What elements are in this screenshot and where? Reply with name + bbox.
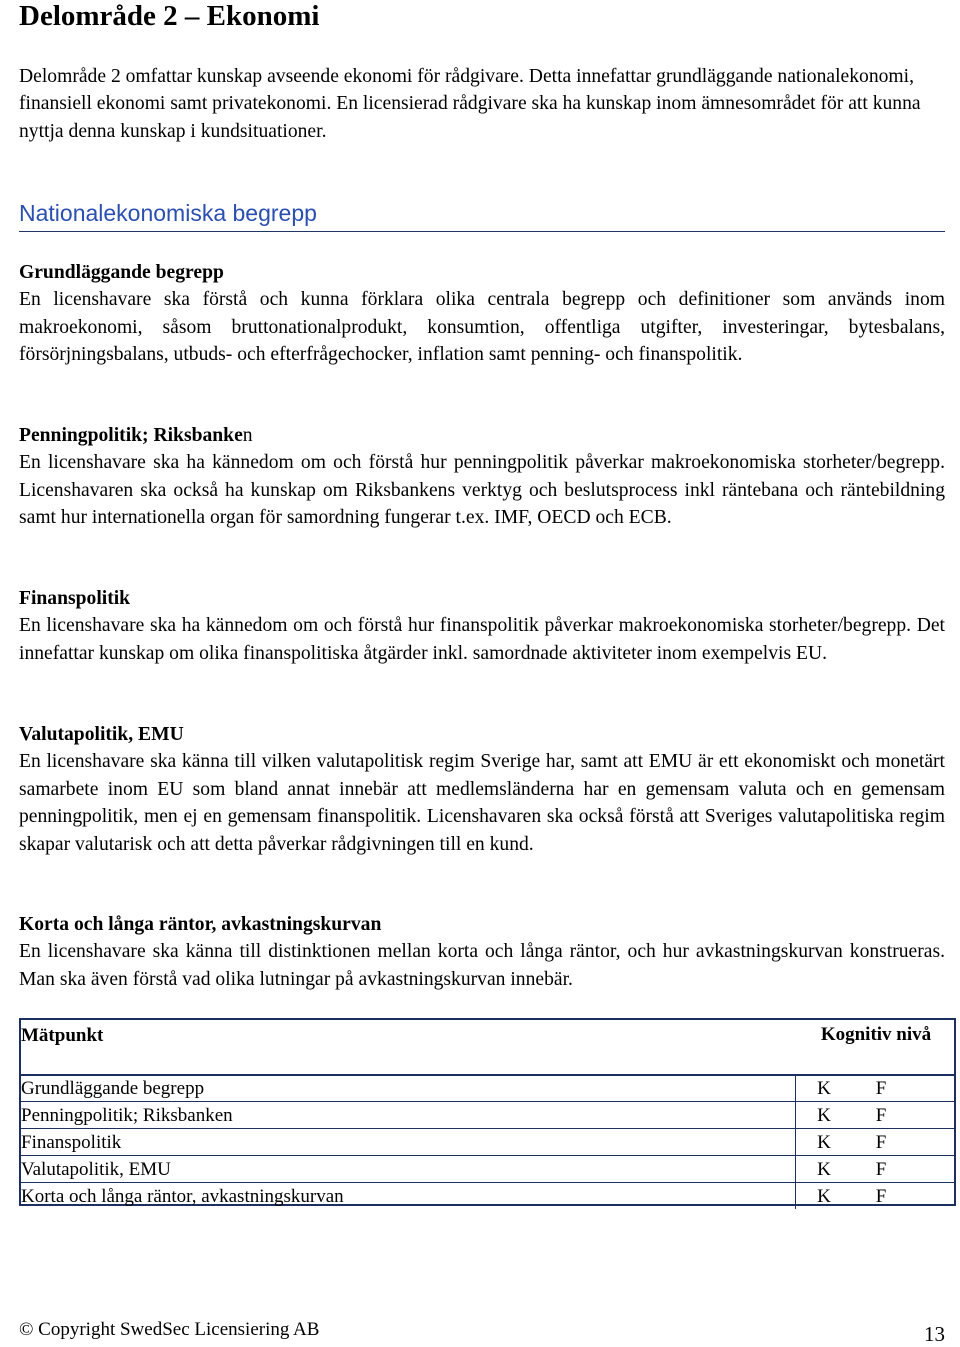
block-title-tail: n [242,425,253,446]
page-number: 13 [924,1322,945,1346]
copyright-text: © Copyright SwedSec Licensiering AB [19,1319,320,1340]
row-label: Finanspolitik [21,1132,122,1153]
intro-paragraph: Delområde 2 omfattar kunskap avseende ekonomi för rådgivare. Detta innefattar grundläggande nationalekonomi, finansiell ekonomi samt privatekonomi. En licensierad rådgivare ska ha kunskap inom ämnesområdet för att kunna nyttja denna kunskap i kundsituationer. [19,66,921,142]
table-row [21,1129,954,1156]
matpunkt-table [19,1018,956,1206]
row-level-k: K [795,1129,852,1155]
row-label: Valutapolitik, EMU [21,1159,171,1180]
block-text: En licenshavare ska känna till distinktionen mellan korta och långa räntor, och hur avkastningskurvan konstrueras. Man ska även förstå vad olika lutningar på avkastningskurvan innebär. [19,941,945,990]
row-level-f: F [875,1078,887,1099]
col-header-kognitiv-niva: Kognitiv nivå [820,1024,932,1045]
row-label: Grundläggande begrepp [21,1078,205,1099]
row-level-k: K [795,1183,852,1209]
row-label: Korta och långa räntor, avkastningskurvan [21,1186,344,1207]
block-title: Korta och långa räntor, avkastningskurvan [19,914,382,935]
row-level-k: K [795,1156,852,1182]
row-level-k: K [795,1075,852,1101]
table-row [21,1156,954,1183]
block-finanspolitik [19,585,945,667]
col-header-matpunkt: Mätpunkt [21,1025,104,1046]
page-footer [19,1319,945,1344]
row-level-k: K [795,1102,852,1128]
row-level-f: F [875,1159,887,1180]
table-row [21,1183,954,1210]
row-label: Penningpolitik; Riksbanken [21,1105,233,1126]
block-title: Valutapolitik, EMU [19,724,184,745]
block-text: En licenshavare ska ha kännedom om och förstå hur penningpolitik påverkar makroekonomiska storheter/begrepp. Licenshavaren ska också ha kunskap om Riksbankens verktyg och beslutsprocess inkl räntebana och räntebildning samt hur internationella organ för samordning fungerar t.ex. IMF, OECD och ECB. [19,452,945,529]
block-text: En licenshavare ska ha kännedom om och förstå hur finanspolitik påverkar makroekonomiska storheter/begrepp. Det innefattar kunskap om olika finanspolitiska åtgärder inkl. samordnade aktiviteter inom exempelvis EU. [19,615,945,664]
block-text: En licenshavare ska förstå och kunna förklara olika centrala begrepp och definitioner som används inom makroekonomi, såsom bruttonationalprodukt, konsumtion, offentliga utgifter, investeringar, bytesbalans, försörjningsbalans, utbuds- och efterfrågechocker, inflation samt penning- och finanspolitik. [19,289,945,366]
table-row [21,1102,954,1129]
block-valutapolitik [19,721,945,858]
row-level-f: F [875,1132,887,1153]
block-title: Finanspolitik [19,588,131,609]
block-penningpolitik [19,422,945,532]
page-title: Delområde 2 – Ekonomi [19,0,320,32]
row-level-f: F [875,1105,887,1126]
block-text: En licenshavare ska känna till vilken valutapolitisk regim Sverige har, samt att EMU är ett ekonomiskt och monetärt samarbete inom EU som bland annat innebär att medlemsländerna har en gemensam valuta och en gemensam penningpolitik, men ej en gemensam finanspolitik. Licenshavaren ska också förstå att Sveriges valutapolitiska regim skapar valutarisk och att detta påverkar rådgivningen till en kund. [19,751,945,855]
block-title-main: Penningpolitik; Riksbanke [19,425,243,446]
block-rantor [19,911,945,993]
table-header [21,1020,954,1076]
block-title [19,422,945,449]
block-grundlaggande-begrepp [19,259,945,369]
table-row [21,1075,954,1102]
block-title: Grundläggande begrepp [19,262,224,283]
section-heading: Nationalekonomiska begrepp [19,198,945,232]
row-level-f: F [875,1186,887,1207]
